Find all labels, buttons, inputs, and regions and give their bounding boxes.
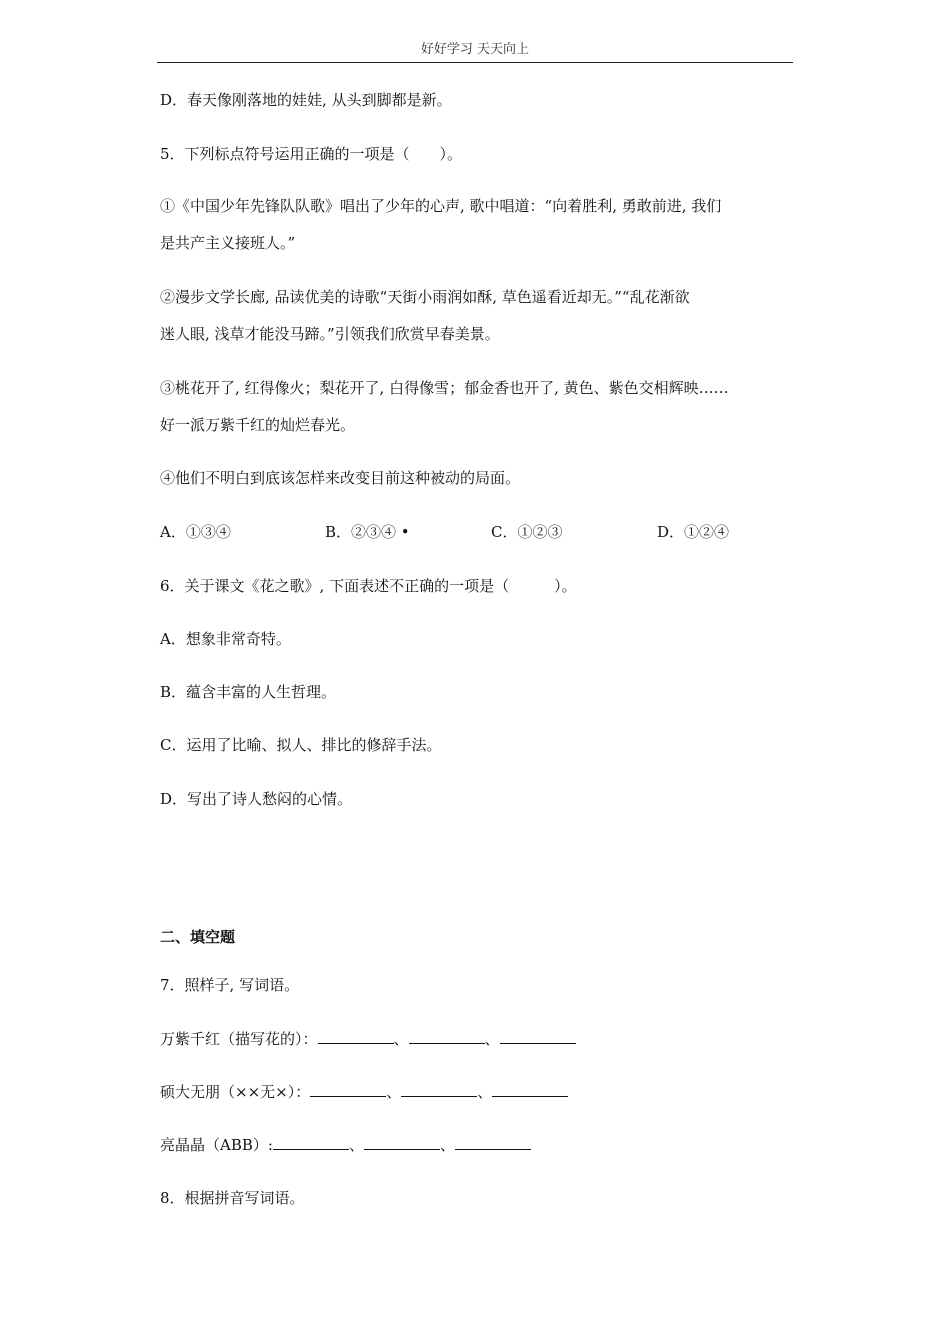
q5-item-1-line-2: 是共产主义接班人。” [160, 234, 296, 252]
q5-item-2-line-2: 迷人眼, 浅草才能没马蹄。”引领我们欣赏早春美景。 [160, 325, 500, 343]
answer-blank[interactable] [364, 1135, 440, 1150]
q5-item-4: ④他们不明白到底该怎样来改变目前这种被动的局面。 [160, 469, 521, 487]
q4-option-d: D．春天像刚落地的娃娃, 从头到脚都是新。 [160, 91, 452, 109]
q5-option-d: D．①②④ [657, 523, 730, 541]
answer-blank[interactable] [492, 1082, 568, 1097]
q5-item-3-line-1: ③桃花开了, 红得像火；梨花开了, 白得像雪；郁金香也开了, 黄色、紫色交相辉映…… [160, 379, 729, 397]
answer-blank[interactable] [409, 1029, 485, 1044]
q7-row-3-label: 亮晶晶（ABB）: [160, 1136, 273, 1154]
q6-option-b: B．蕴含丰富的人生哲理。 [160, 683, 337, 701]
q5-option-c: C．①②③ [491, 523, 563, 541]
section-title-fill-blank: 二、填空题 [160, 928, 236, 946]
answer-blank[interactable] [318, 1029, 394, 1044]
separator: 、 [393, 1030, 409, 1048]
separator: 、 [484, 1030, 500, 1048]
q5-item-2-line-1: ②漫步文学长廊, 品读优美的诗歌“天街小雨润如酥, 草色遥看近却无。”“乱花渐欲 [160, 288, 690, 306]
q5-item-1-line-1: ①《中国少年先锋队队歌》唱出了少年的心声, 歌中唱道：“向着胜利, 勇敢前进, 我们 [160, 197, 722, 215]
q5-stem: 5．下列标点符号运用正确的一项是（ ）。 [160, 145, 463, 163]
q6-stem: 6．关于课文《花之歌》, 下面表述不正确的一项是（ ）。 [160, 577, 577, 595]
q6-option-d: D．写出了诗人愁闷的心情。 [160, 790, 353, 808]
q6-option-a: A．想象非常奇特。 [160, 630, 291, 648]
q6-option-c: C．运用了比喻、拟人、排比的修辞手法。 [160, 736, 442, 754]
q5-option-a: A．①③④ [160, 523, 231, 541]
answer-blank[interactable] [401, 1082, 477, 1097]
q7-row-2 [160, 1082, 568, 1102]
q7-stem: 7．照样子, 写词语。 [160, 976, 300, 994]
q8-stem: 8．根据拼音写词语。 [160, 1189, 305, 1207]
page-header: 好好学习 天天向上 [420, 42, 530, 57]
q7-row-1 [160, 1029, 576, 1049]
answer-blank[interactable] [273, 1135, 349, 1150]
q5-option-b: B．②③④ • [325, 523, 410, 541]
q5-item-3-line-2: 好一派万紫千红的灿烂春光。 [160, 416, 356, 434]
q7-row-2-label: 硕大无朋（××无×）： [160, 1083, 311, 1101]
header-divider [157, 62, 793, 63]
answer-blank[interactable] [500, 1029, 576, 1044]
separator: 、 [386, 1083, 402, 1101]
separator: 、 [477, 1083, 493, 1101]
q7-row-3 [160, 1135, 531, 1155]
separator: 、 [348, 1136, 364, 1154]
answer-blank[interactable] [310, 1082, 386, 1097]
q7-row-1-label: 万紫千红（描写花的）： [160, 1030, 318, 1048]
answer-blank[interactable] [455, 1135, 531, 1150]
separator: 、 [439, 1136, 455, 1154]
